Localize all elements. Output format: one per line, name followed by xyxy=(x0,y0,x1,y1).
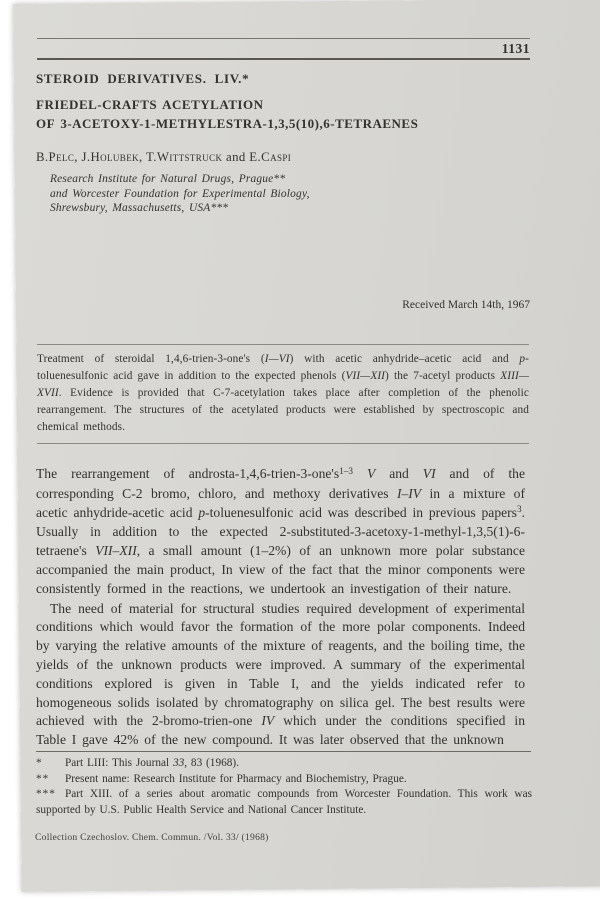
footnotes-block xyxy=(36,756,532,818)
footnote-rule xyxy=(36,751,531,752)
authors-line: B.Pelc, J.Holubek, T.Wittstruck and E.Caspi xyxy=(36,150,292,164)
article-title xyxy=(36,96,418,133)
affiliation-line-3: Shrewsbury, Massachusetts, USA*** xyxy=(50,202,229,215)
article-title-line2: OF 3-ACETOXY-1-METHYLESTRA-1,3,5(10),6-TETRAENES xyxy=(36,115,419,131)
body-paragraph-1: The rearrangement of androsta-$1,4,6-trien-3-one's^{1-3}$ V and VI and of the corresponding C-2 bromo, chloro, and methoxy derivatives I–IV in a mixture of acetic anhydride-acetic acid p-toluenesulfonic acid was described in previous papers$^3$. Usually in addition to the expected 2-substituted-3-acetoxy-1-methyl-1,3,5(1)-6-tetraene's VII–XII, a small amount (1–2%) of an unknown more polar substance accompanied the main product, In view of the fact that the minor components were consistently formed in the reactions, we undertook an investigation of their nature. xyxy=(36,465,526,596)
header-rule-thick xyxy=(37,58,530,60)
footnote-2-marker: ** xyxy=(36,772,50,785)
footnote-1-text: Part LIII: This Journal 33, 83 (1968). xyxy=(65,757,239,769)
body-paragraph-2: The need of material for structural studies required development of experimental conditions which would favor the formation of the more polar components. Indeed by varying the relative amounts of the mixture of reagents, and the boiling time, the yields of the unknown products were improved. A summary of the experimental conditions explored is given in Table I, and the yields indicated refer to homogeneous solids isolated by chromatography on silica gel. The best results were achieved with the 2-bromo-trien-one IV which under the conditions specified in Table I gave 42% of the new compound. It was later observed that the unknown xyxy=(36,600,525,748)
abstract-text: Treatment of steroidal 1,4,6-trien-3-one's (I—VI) with acetic anhydride–acetic acid and p-toluenesulfonic acid gave in addition to the expected phenols (VII—XII) the 7-acetyl products XIII—XVII. Evidence is provided that C-7-acetylation takes place after completion of the phenolic rearrangement. The structures of the acetylated products were established by spectroscopic and chemical methods. xyxy=(37,353,529,434)
footnote-2 xyxy=(36,772,532,788)
footnote-3-marker: *** xyxy=(36,788,56,801)
footnote-3-text: Part XIII. of a series about aromatic compounds from Worcester Foundation. This work was supported by U.S. Public Health Service and National Cancer Institute. xyxy=(36,788,532,816)
article-title-line1: FRIEDEL-CRAFTS ACETYLATION xyxy=(36,97,264,112)
footnote-1-marker: * xyxy=(36,757,43,769)
page-number: 1131 xyxy=(501,41,530,56)
footnote-1 xyxy=(36,756,532,772)
abstract-rule-top xyxy=(37,344,529,345)
header-rule-thin xyxy=(37,38,530,39)
affiliation-line-2: and Worcester Foundation for Experimental Biology, xyxy=(50,187,310,200)
journal-footer: Collection Czechoslov. Chem. Commun. /Vol. 33/ (1968) xyxy=(35,832,269,843)
series-title: STEROID DERIVATIVES. LIV.* xyxy=(36,71,250,86)
footnote-3 xyxy=(36,787,532,818)
affiliation-block xyxy=(50,172,310,216)
article-body xyxy=(36,465,525,750)
affiliation-line-1: Research Institute for Natural Drugs, Prague** xyxy=(50,173,286,185)
footnote-2-text: Present name: Research Institute for Pharmacy and Biochemistry, Prague. xyxy=(65,772,407,785)
abstract-rule-bottom xyxy=(37,443,529,444)
received-date: Received March 14th, 1967 xyxy=(402,299,530,311)
